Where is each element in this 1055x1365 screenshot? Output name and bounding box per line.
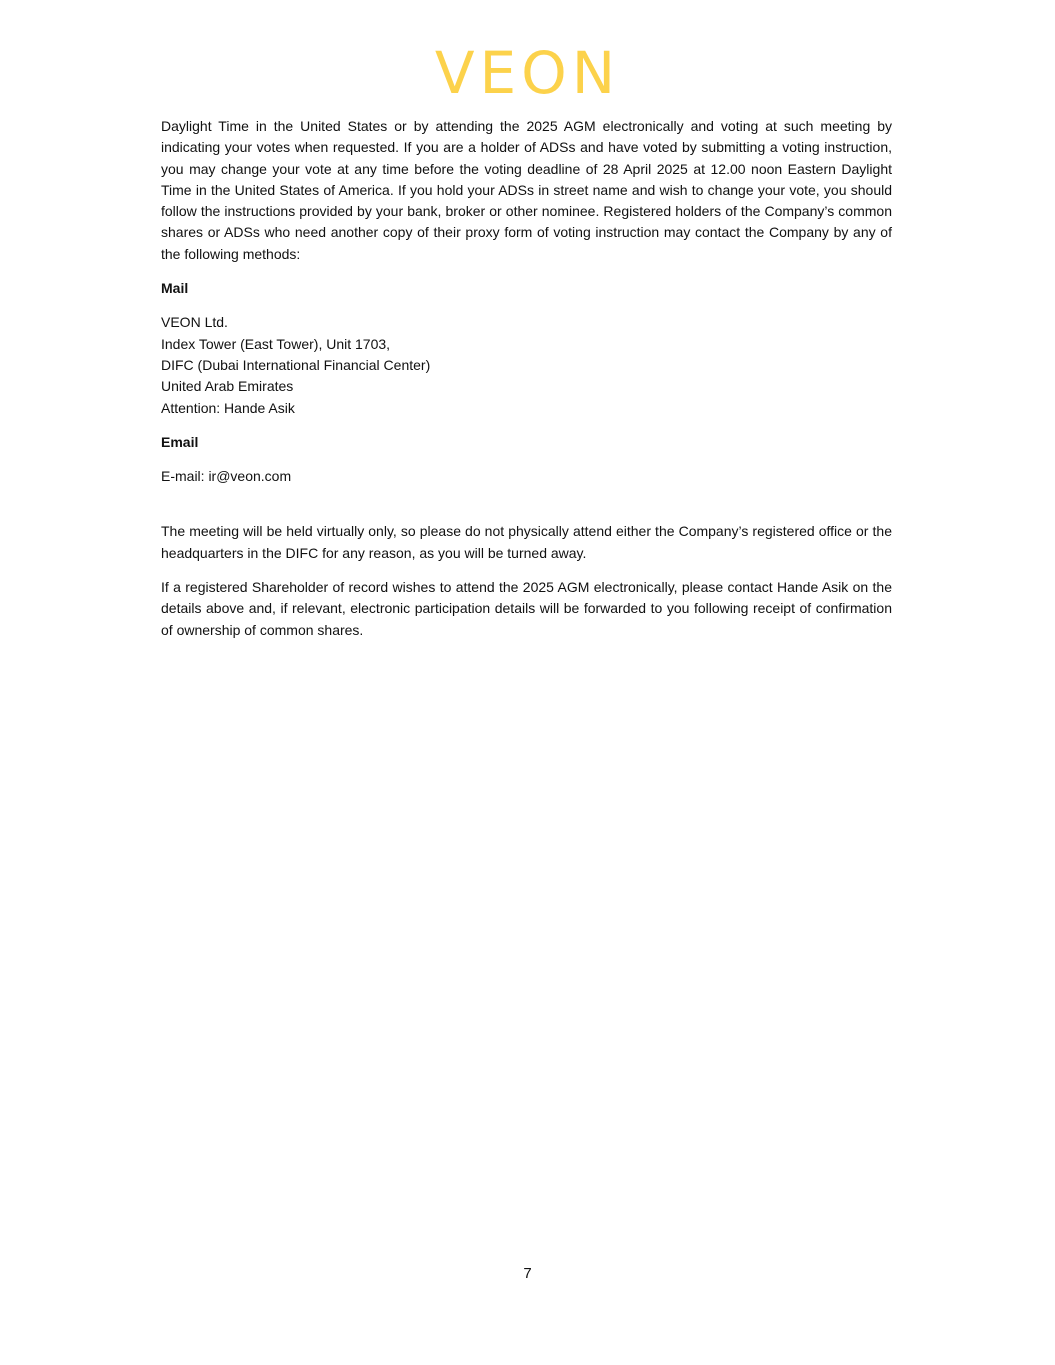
intro-paragraph: Daylight Time in the United States or by attending the 2025 AGM electronically and voting at such meeting by indicating your votes when requested. If you are a holder of ADSs and have voted by submitting a voting instruction, you may change your vote at any time before the voting deadline of 28 April 2025 at 12.00 noon Eastern Daylight Time in the United States of America. If you hold your ADSs in street name and wish to change your vote, you should follow the instructions provided by your bank, broker or other nominee. Registered holders of the Company’s common shares or ADSs who need another copy of their proxy form of voting instruction may contact the Company by any of the following methods: (161, 118, 892, 262)
electronic-attendance-paragraph: If a registered Shareholder of record wishes to attend the 2025 AGM electronically, please contact Hande Asik on the details above and, if relevant, electronic participation details will be forwarded to you following receipt of confirmation of ownership of common shares. (161, 579, 892, 638)
mail-heading: Mail (161, 280, 189, 297)
veon-logo: VEON (434, 39, 621, 107)
address-line-company: VEON Ltd. (161, 314, 228, 331)
email-heading: Email (161, 433, 199, 450)
email-line: E-mail: ir@veon.com (161, 468, 292, 485)
mail-address-block (161, 312, 892, 418)
document-body (161, 116, 892, 654)
address-line-attention: Attention: Hande Asik (161, 399, 295, 416)
address-line-district: DIFC (Dubai International Financial Center) (161, 356, 431, 373)
address-line-country: United Arab Emirates (161, 378, 294, 395)
page-number: 7 (523, 1265, 532, 1282)
section-spacer (161, 500, 892, 521)
address-line-building: Index Tower (East Tower), Unit 1703, (161, 335, 391, 352)
virtual-meeting-paragraph: The meeting will be held virtually only, so please do not physically attend either the Company’s registered office or the headquarters in the DIFC for any reason, as you will be turned away. (161, 523, 892, 561)
